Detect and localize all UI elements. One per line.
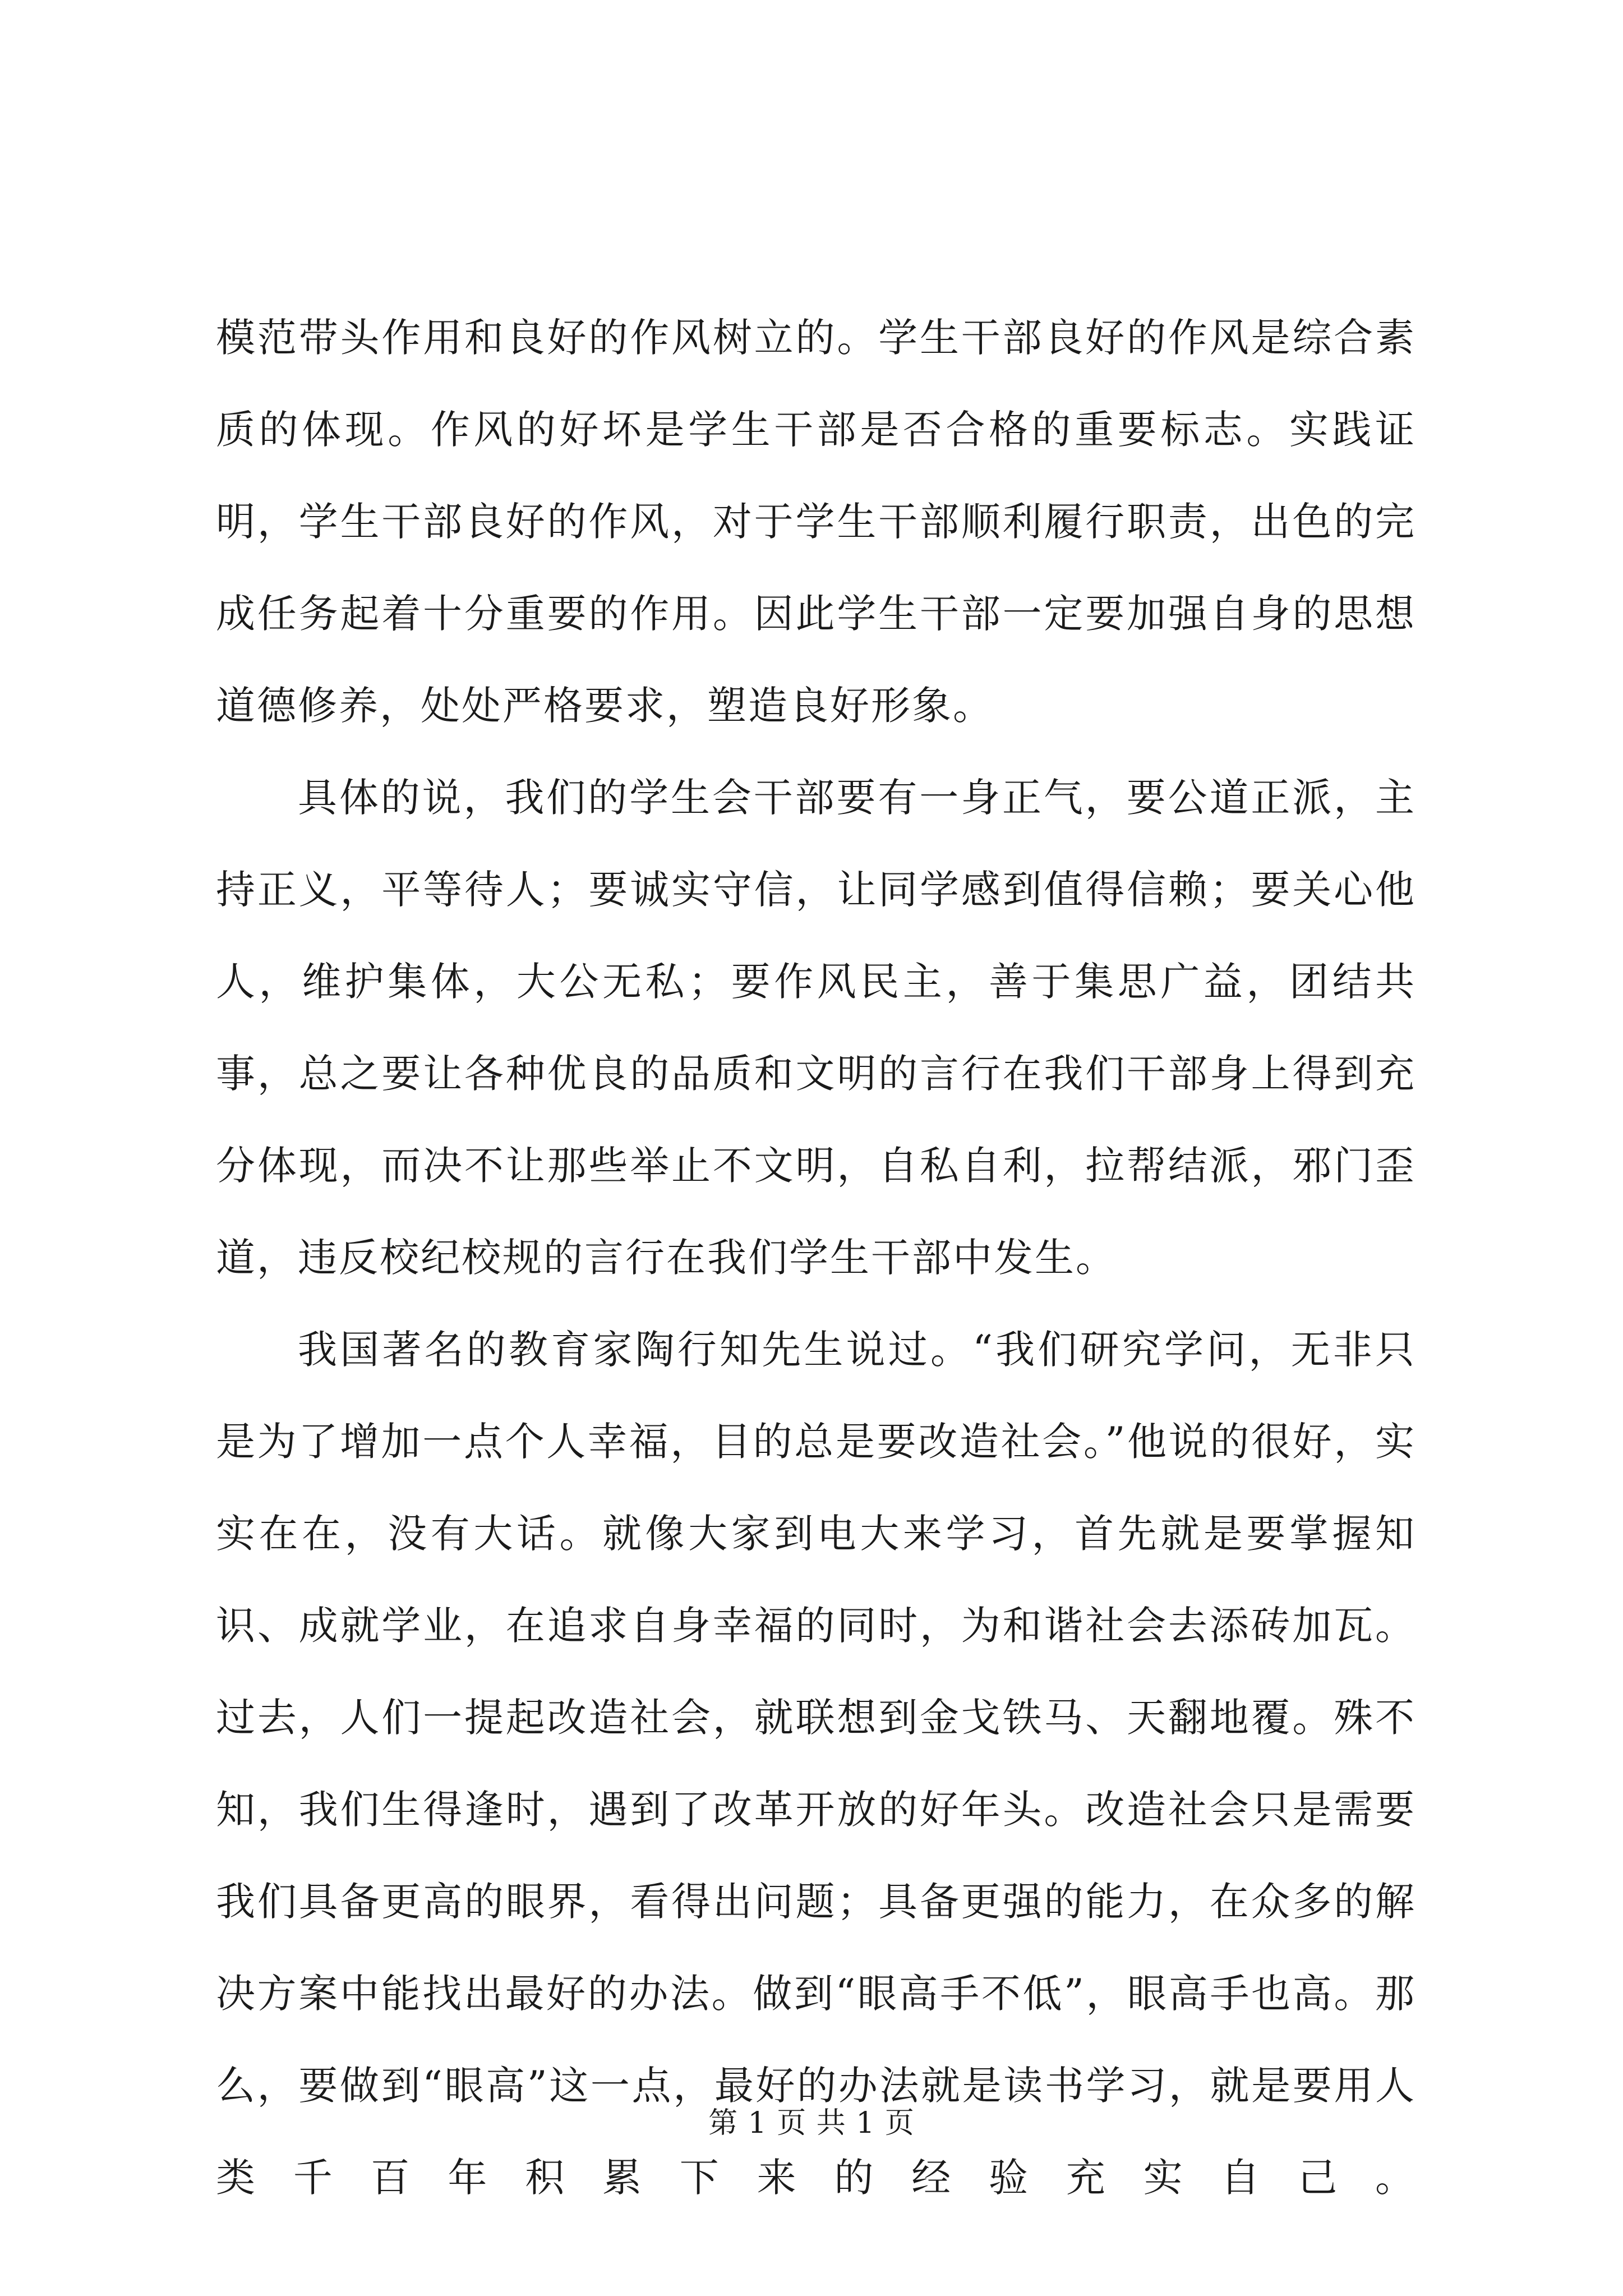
page-footer: 第 1 页 共 1 页 bbox=[708, 2106, 915, 2140]
paragraph-2: 具体的说，我们的学生会干部要有一身正气，要公道正派，主持正义，平等待人；要诚实守信，让同学感到值得信赖；要关心他人，维护集体，大公无私；要作风民主，善于集思广益，团结共事，总之要让各种优良的品质和文明的言行在我们干部身上得到充分体现，而决不让那些举止不文明，自私自利，拉帮结派，邪门歪道，违反校纪校规的言行在我们学生干部中发生。 bbox=[216, 775, 1416, 1281]
document-body bbox=[216, 292, 1416, 2224]
paragraph-3: 我国著名的教育家陶行知先生说过。“我们研究学问，无非只是为了增加一点个人幸福，目的总是要改造社会。”他说的很好，实实在在，没有大话。就像大家到电大来学习，首先就是要掌握知识、成就学业，在追求自身幸福的同时，为和谐社会去添砖加瓦。过去，人们一提起改造社会，就联想到金戈铁马、天翻地覆。殊不知，我们生得逢时，遇到了改革开放的好年头。改造社会只是需要我们具备更高的眼界，看得出问题；具备更强的能力，在众多的解决方案中能找出最好的办法。做到“眼高手不低”，眼高手也高。那么，要做到“眼高”这一点，最好的办法就是读书学习，就是要用人类千百年积累下来的经验充实自己。 bbox=[216, 1327, 1416, 2201]
paragraph-1: 模范带头作用和良好的作风树立的。学生干部良好的作风是综合素质的体现。作风的好坏是学生干部是否合格的重要标志。实践证明，学生干部良好的作风，对于学生干部顺利履行职责，出色的完成任务起着十分重要的作用。因此学生干部一定要加强自身的思想道德修养，处处严格要求，塑造良好形象。 bbox=[216, 315, 1416, 729]
